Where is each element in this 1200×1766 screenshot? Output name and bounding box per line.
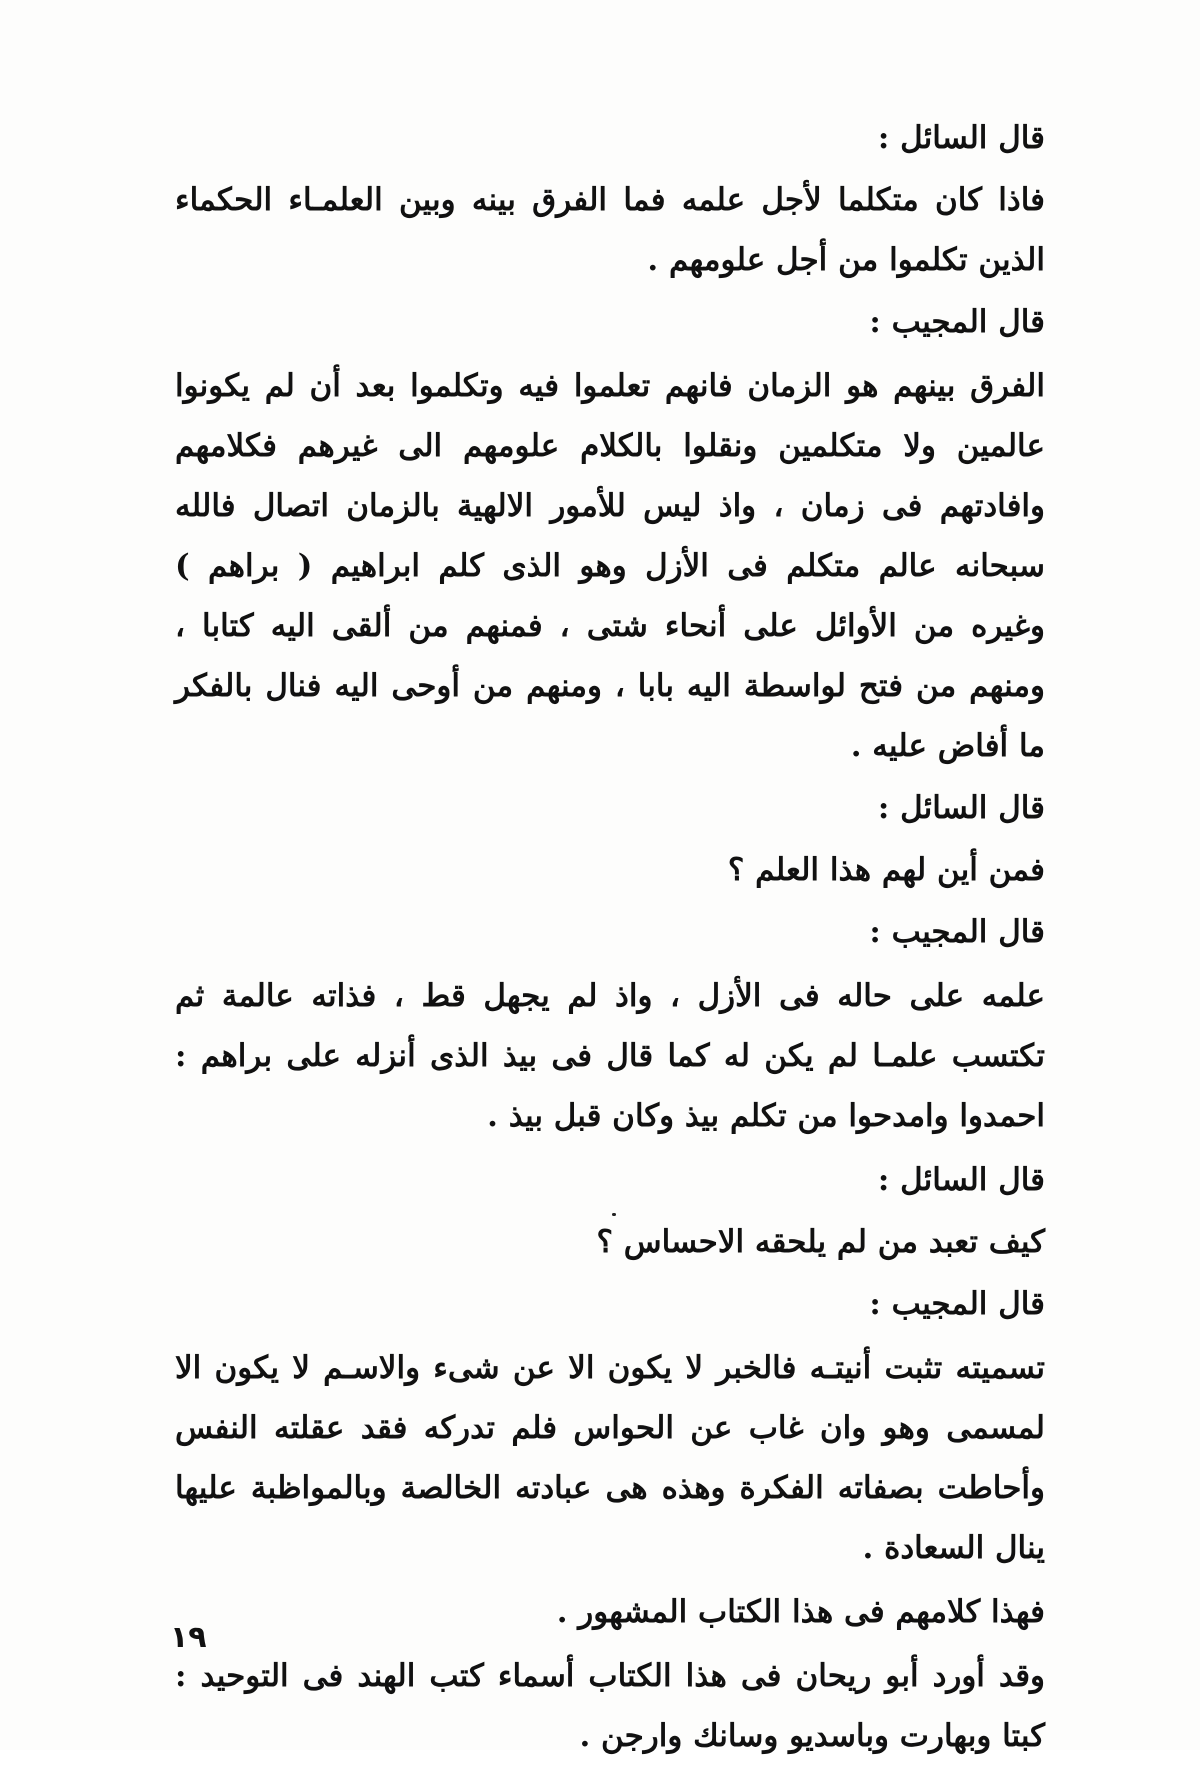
scan-speck [612,1213,616,1216]
page-number: ١٩ [170,1620,207,1655]
paragraph: كيف تعبد من لم يلحقه الاحساس ؟ [596,1224,1045,1260]
paragraph: تسميته تثبت أنيتـه فالخبر لا يكون الا عن شىء والاسـم لا يكون الا لمسمى وهو وان غاب عن الحواس فلم تدركه فقد عقلته النفس وأحاطت بصفاته الفكرة وهذه هى عبادته الخالصة وبالمواظبة عليها ينال السعادة . [175,1350,1045,1566]
speaker-label: قال المجيب : [869,304,1045,340]
speaker-label: قال السائل : [877,120,1045,156]
paragraph: الفرق بينهم هو الزمان فانهم تعلموا فيه وتكلموا بعد أن لم يكونوا عالمين ولا متكلمين ونقلوا بالكلام علومهم الى غيرهم فكلامهم وافادتهم فى زمان ، واذ ليس للأمور الالهية بالزمان اتصال فالله سبحانه عالم متكلم فى الأزل وهو الذى كلم ابراهيم ( براهم ) وغيره من الأوائل على أنحاء شتى ، فمنهم من ألقى اليه كتابا ، ومنهم من فتح لواسطة اليه بابا ، ومنهم من أوحى اليه فنال بالفكر ما أفاض عليه . [175,368,1045,764]
speaker-label: قال المجيب : [869,914,1045,950]
paragraph: علمه على حاله فى الأزل ، واذ لم يجهل قط ، فذاته عالمة ثم تكتسب علمـا لم يكن له كما قال فى بيذ الذى أنزله على براهم : احمدوا وامدحوا من تكلم بيذ وكان قبل بيذ . [175,978,1045,1134]
speaker-label: قال السائل : [877,1162,1045,1198]
paragraph: فاذا كان متكلما لأجل علمه فما الفرق بينه وبين العلمـاء الحكماء الذين تكلموا من أجل علومهم . [175,182,1045,278]
speaker-label: قال المجيب : [869,1286,1045,1322]
speaker-label: قال السائل : [877,790,1045,826]
body-text [175,108,1045,1766]
paragraph: فهذا كلامهم فى هذا الكتاب المشهور . [556,1594,1045,1630]
paragraph: فمن أين لهم هذا العلم ؟ [727,852,1045,888]
paragraph: وقد أورد أبو ريحان فى هذا الكتاب أسماء كتب الهند فى التوحيد : كبتا وبهارت وباسديو وسانك وارجن . [175,1658,1045,1754]
